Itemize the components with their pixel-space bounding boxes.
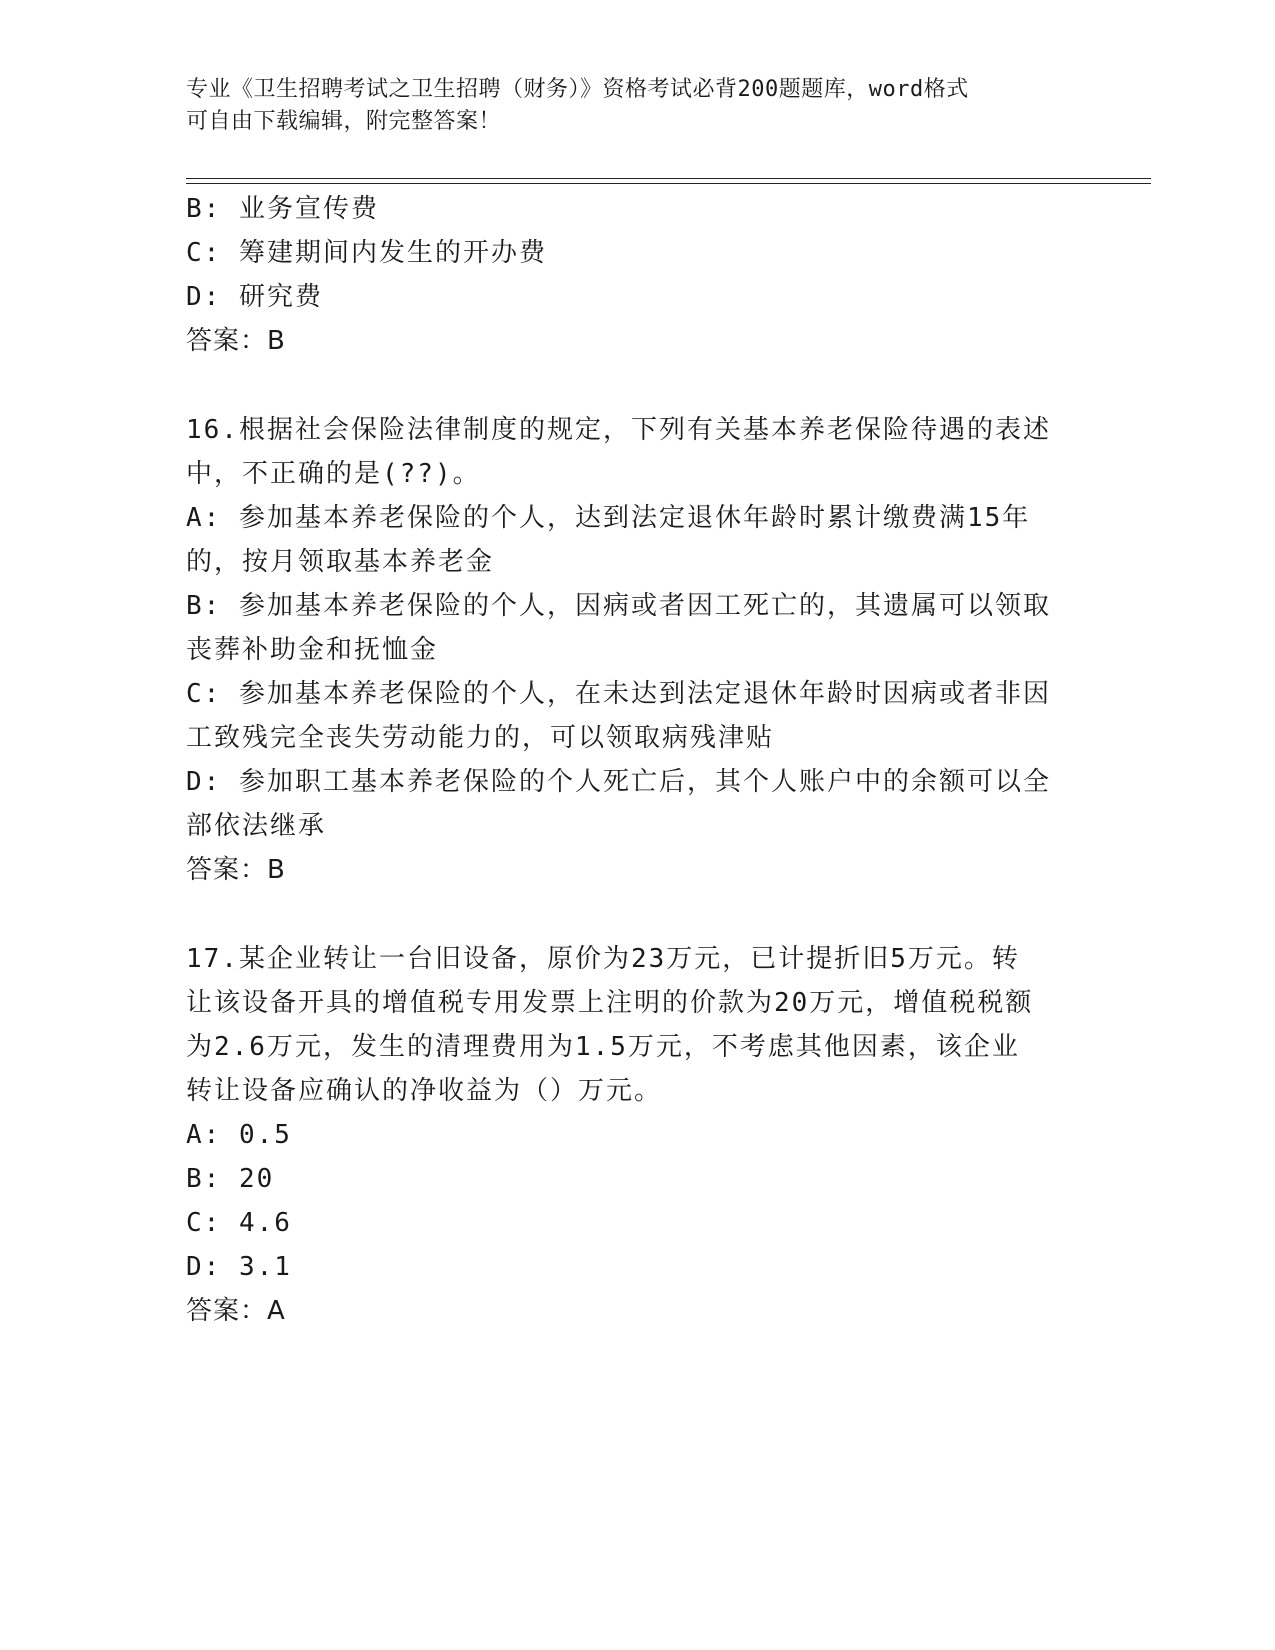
q17-stem-line-3: 为2.6万元，发生的清理费用为1.5万元，不考虑其他因素，该企业 <box>186 1032 1020 1062</box>
header-divider-top <box>186 178 1151 179</box>
q16-answer: 答案：B <box>186 855 286 885</box>
header-line-2: 可自由下载编辑，附完整答案！ <box>186 109 502 134</box>
q16-stem-line-2: 中，不正确的是(??)。 <box>186 459 481 489</box>
q17-stem-line-1: 17.某企业转让一台旧设备，原价为23万元，已计提折旧5万元。转 <box>186 944 1020 974</box>
q16-option-c-line-1: C: 参加基本养老保险的个人，在未达到法定退休年龄时因病或者非因 <box>186 679 1051 709</box>
q16-option-b-line-1: B: 参加基本养老保险的个人，因病或者因工死亡的，其遗属可以领取 <box>186 591 1051 621</box>
q16-option-c-line-2: 工致残完全丧失劳动能力的，可以领取病残津贴 <box>186 723 775 753</box>
q17-stem-line-2: 让该设备开具的增值税专用发票上注明的价款为20万元，增值税税额 <box>186 988 1034 1018</box>
q16-option-a-line-1: A: 参加基本养老保险的个人，达到法定退休年龄时累计缴费满15年 <box>186 503 1031 533</box>
q17-option-b: B: 20 <box>186 1164 275 1194</box>
q16-option-d-line-2: 部依法继承 <box>186 811 327 841</box>
q16-stem-line-1: 16.根据社会保险法律制度的规定，下列有关基本养老保险待遇的表述 <box>186 415 1051 445</box>
header-divider-bottom <box>186 183 1151 184</box>
q17-option-a: A: 0.5 <box>186 1120 292 1150</box>
q16-option-d-line-1: D: 参加职工基本养老保险的个人死亡后，其个人账户中的余额可以全 <box>186 767 1051 797</box>
header-line-1: 专业《卫生招聘考试之卫生招聘（财务）》资格考试必背200题题库，word格式 <box>186 77 969 102</box>
document-header <box>186 74 1066 138</box>
q17-option-d: D: 3.1 <box>186 1252 292 1282</box>
q15-option-b: B: 业务宣传费 <box>186 194 379 224</box>
q16-option-b-line-2: 丧葬补助金和抚恤金 <box>186 635 439 665</box>
q15-option-c: C: 筹建期间内发生的开办费 <box>186 238 547 268</box>
q16-option-a-line-2: 的，按月领取基本养老金 <box>186 547 495 577</box>
q17-option-c: C: 4.6 <box>186 1208 292 1238</box>
q17-stem-line-4: 转让设备应确认的净收益为（）万元。 <box>186 1076 663 1106</box>
q15-option-d: D: 研究费 <box>186 282 323 312</box>
q17-answer: 答案：A <box>186 1296 286 1326</box>
q15-answer: 答案：B <box>186 326 286 356</box>
